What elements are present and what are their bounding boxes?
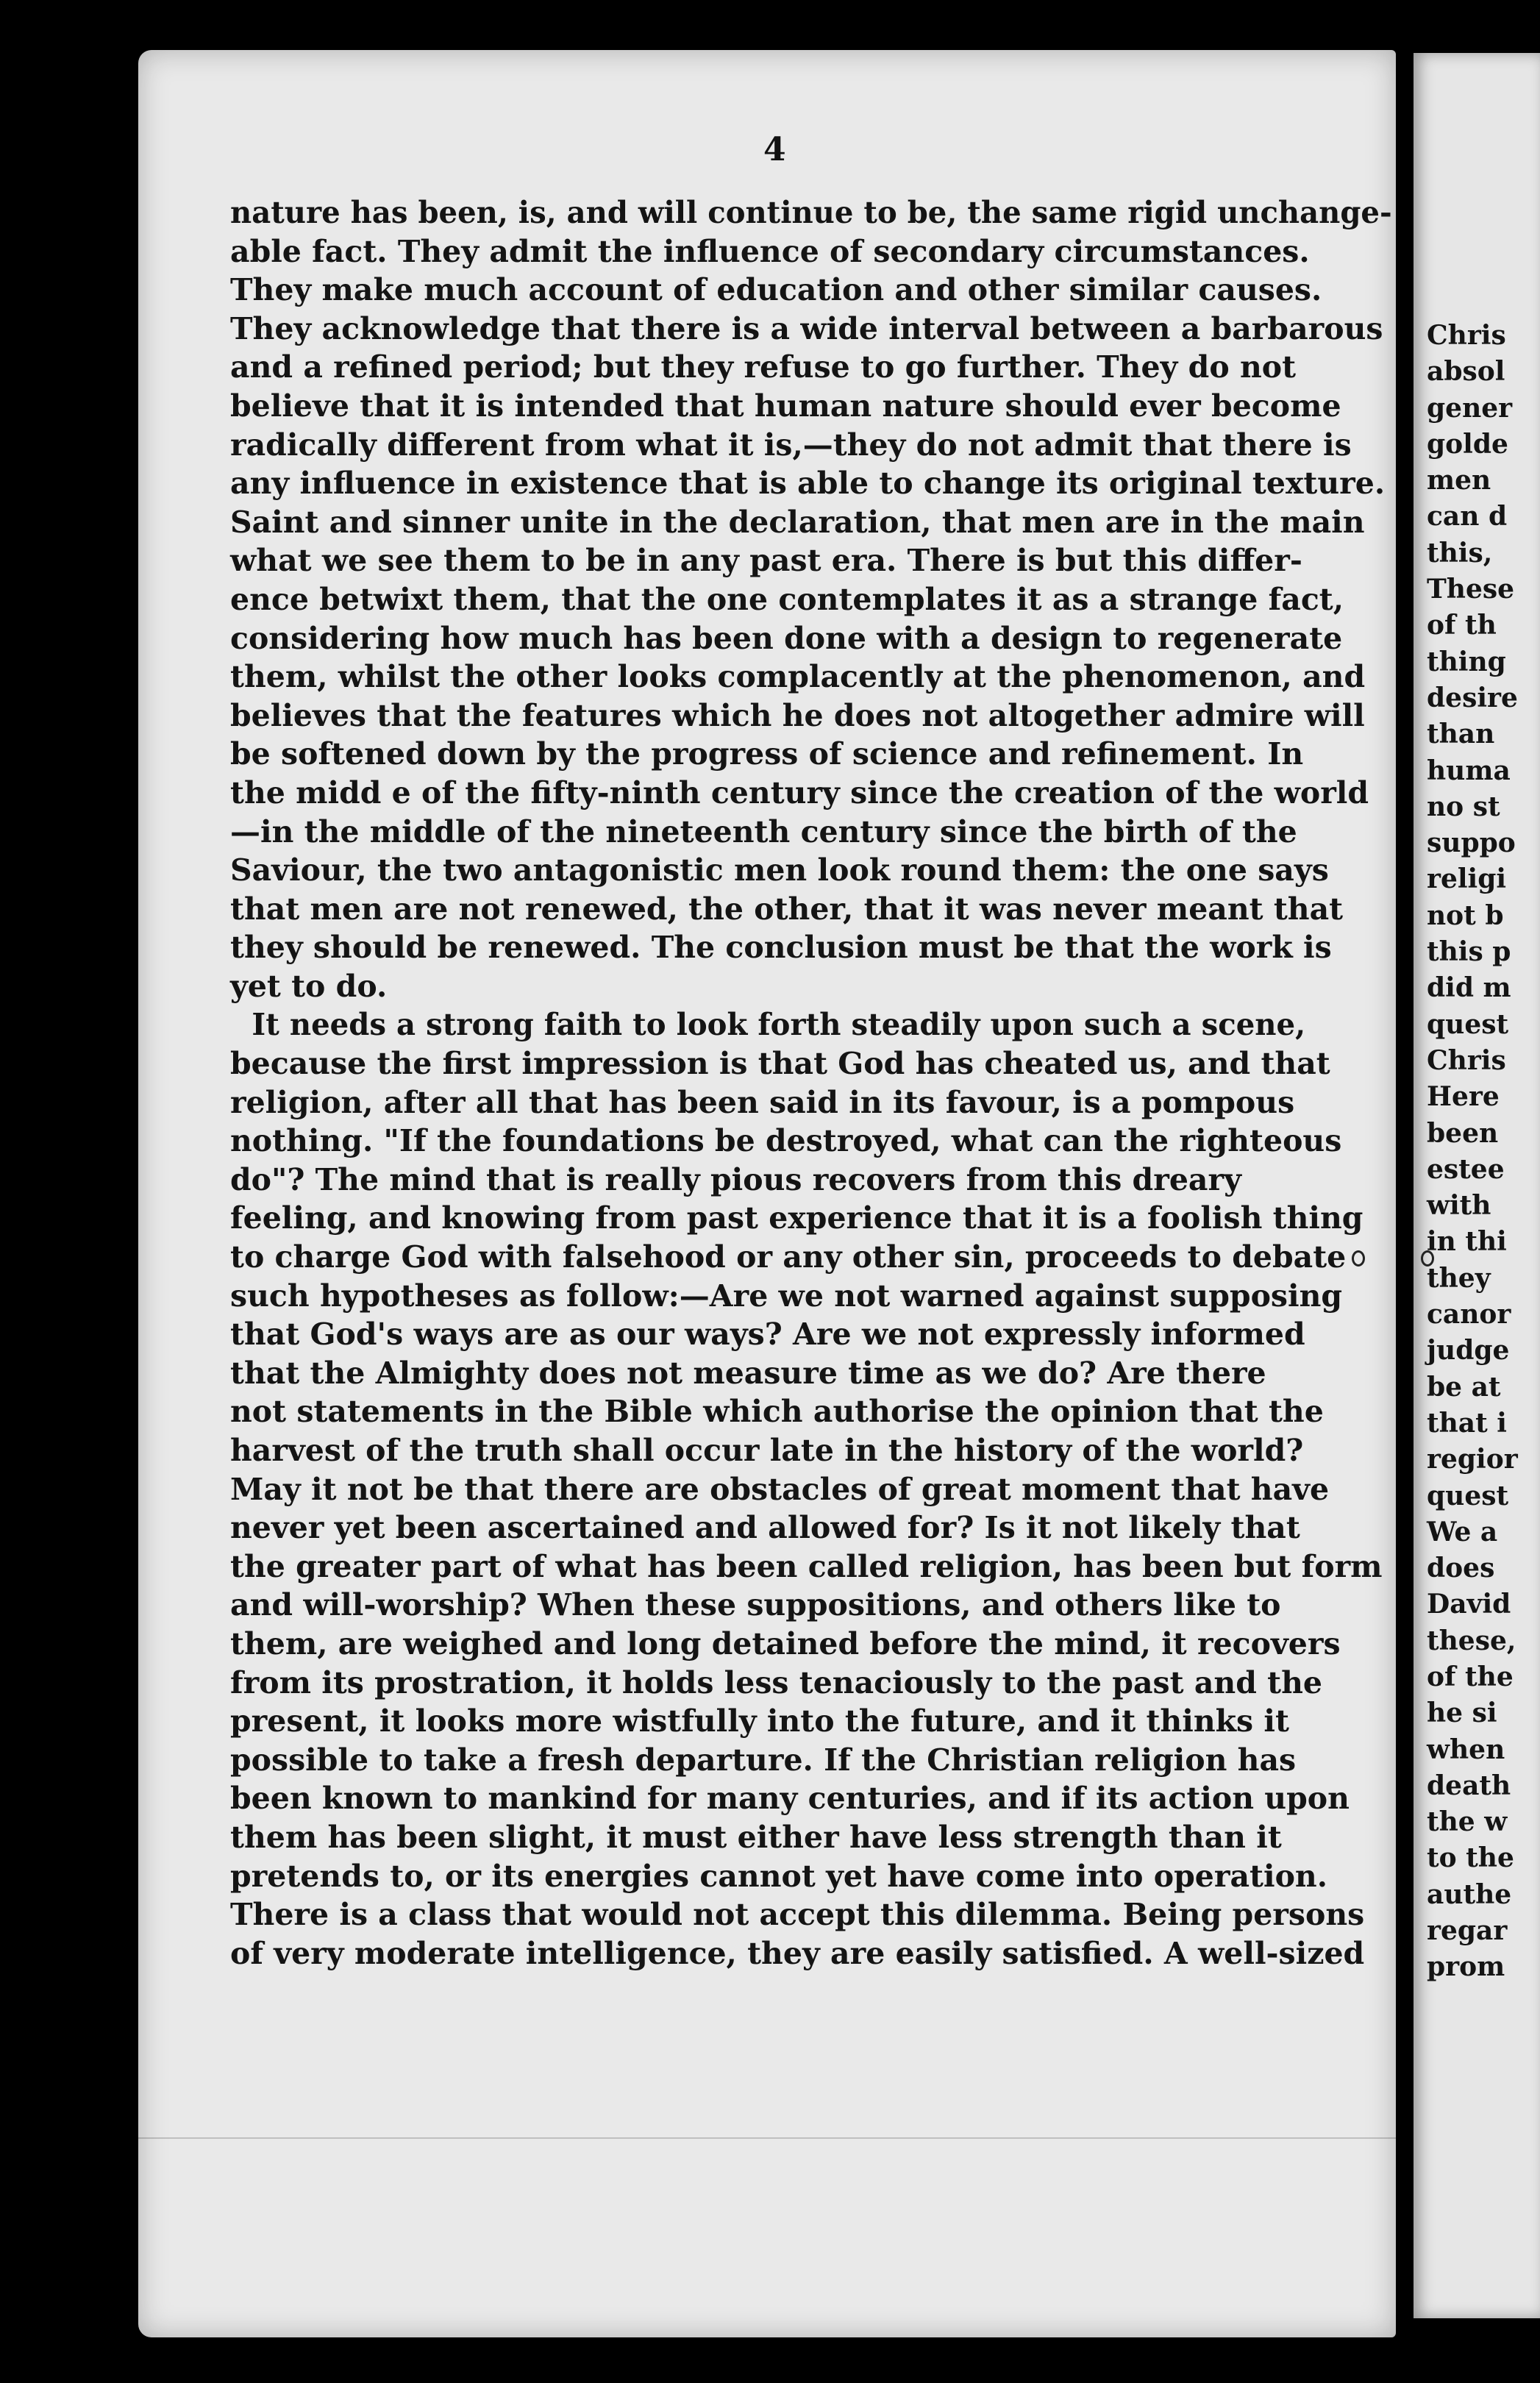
text-line: of very moderate intelligence, they are easily satisfied. A well-sized	[230, 1935, 1365, 1971]
text-line: not statements in the Bible which authorise the opinion that the	[230, 1394, 1324, 1430]
right-page-fragment: he si	[1427, 1698, 1497, 1729]
right-page-fragment: desire	[1427, 682, 1518, 713]
text-line: radically different from what it is,—they do not admit that there is	[230, 427, 1352, 463]
text-line: able fact. They admit the influence of secondary circumstances.	[230, 233, 1310, 269]
text-line: Saviour, the two antagonistic men look round them: the one says	[230, 852, 1329, 888]
text-line: what we see them to be in any past era. There is but this differ-	[230, 543, 1302, 579]
text-line: them, are weighed and long detained before the mind, it recovers	[230, 1625, 1341, 1661]
right-page-fragment: when	[1427, 1734, 1505, 1765]
text-line: that men are not renewed, the other, that it was never meant that	[230, 891, 1344, 927]
text-line: nature has been, is, and will continue to be, the same rigid unchange-	[230, 195, 1392, 230]
right-page-fragment: Chris	[1427, 320, 1506, 351]
text-line: There is a class that would not accept this dilemma. Being persons	[230, 1897, 1365, 1933]
text-line: them has been slight, it must either have less strength than it	[230, 1819, 1282, 1855]
text-line: nothing. "If the foundations be destroyed, what can the righteous	[230, 1123, 1342, 1159]
right-page-fragment: religi	[1427, 863, 1507, 895]
right-page-fragment: death	[1427, 1770, 1511, 1801]
text-line: Saint and sinner unite in the declaration, that men are in the main	[230, 504, 1365, 540]
right-page-fragment: canor	[1427, 1299, 1511, 1331]
text-line: and a refined period; but they refuse to go further. They do not	[230, 349, 1297, 385]
right-page-fragment: David	[1427, 1589, 1511, 1620]
right-page-fragment: regar	[1427, 1915, 1508, 1947]
right-page-fragment: Chris	[1427, 1044, 1506, 1076]
text-line: harvest of the truth shall occur late in the history of the world?	[230, 1433, 1304, 1468]
right-page-fragment: authe	[1427, 1878, 1512, 1910]
right-page-fragment: that i	[1427, 1407, 1507, 1439]
text-line: them, whilst the other looks complacently at the phenomenon, and	[230, 659, 1366, 695]
right-page-fragment: judge	[1427, 1335, 1510, 1367]
ink-speck	[1421, 1250, 1434, 1267]
right-page-fragment: quest	[1427, 1480, 1509, 1511]
text-line: possible to take a fresh departure. If the Christian religion has	[230, 1742, 1297, 1778]
right-page-fragment: regior	[1427, 1444, 1518, 1475]
right-page-fragment: than	[1427, 719, 1495, 750]
text-line: because the first impression is that God has cheated us, and that	[230, 1046, 1330, 1082]
text-line: be softened down by the progress of science and refinement. In	[230, 736, 1304, 772]
right-page-fragment: they	[1427, 1262, 1491, 1294]
right-page-fragment: prom	[1427, 1951, 1505, 1983]
right-page-fragment: the w	[1427, 1806, 1508, 1838]
right-page-fragment: golde	[1427, 428, 1508, 460]
right-page-fragment: These	[1427, 574, 1515, 605]
text-line: the midd e of the fifty-ninth century since the creation of the world	[230, 774, 1369, 811]
text-line: considering how much has been done with a design to regenerate	[230, 620, 1343, 656]
text-line: They acknowledge that there is a wide interval between a barbarous	[230, 310, 1383, 346]
text-line: such hypotheses as follow:—Are we not warned against supposing	[230, 1278, 1343, 1314]
right-page-fragment: does	[1427, 1553, 1495, 1584]
right-page-fragment: not b	[1427, 900, 1504, 931]
text-line: that God's ways are as our ways? Are we not expressly informed	[230, 1317, 1305, 1353]
text-line: pretends to, or its energies cannot yet have come into operation.	[230, 1858, 1327, 1894]
text-line: from its prostration, it holds less tenaciously to the past and the	[230, 1664, 1322, 1700]
text-line: religion, after all that has been said in its favour, is a pompous	[230, 1084, 1295, 1120]
text-line: ence betwixt them, that the one contemplates it as a strange fact,	[230, 581, 1344, 617]
right-page-fragment: thing	[1427, 646, 1506, 677]
right-page-fragment: of the	[1427, 1661, 1514, 1692]
text-line: May it not be that there are obstacles of great moment that have	[230, 1471, 1330, 1507]
text-line: feeling, and knowing from past experience that it is a foolish thing	[230, 1200, 1363, 1236]
right-page-fragment: this,	[1427, 537, 1493, 569]
text-line: the greater part of what has been called religion, has been but form	[230, 1548, 1383, 1584]
right-page-fragment: these,	[1427, 1625, 1516, 1656]
right-page-fragment: be at	[1427, 1371, 1501, 1403]
text-line: to charge God with falsehood or any other sin, proceeds to debate	[230, 1239, 1347, 1275]
text-line: believes that the features which he does not altogether admire will	[230, 697, 1365, 733]
text-line: any influence in existence that is able to change its original texture.	[230, 466, 1386, 502]
right-page-fragment: quest	[1427, 1008, 1509, 1040]
right-page-fragment: estee	[1427, 1153, 1505, 1185]
right-page-fragment: in thi	[1427, 1226, 1507, 1258]
text-line: —in the middle of the nineteenth century since the birth of the	[230, 813, 1297, 849]
text-line: been known to mankind for many centuries, and if its action upon	[230, 1781, 1350, 1817]
right-page-fragment: huma	[1427, 755, 1511, 786]
text-line: do"? The mind that is really pious recovers from this dreary	[230, 1161, 1241, 1197]
left-page	[138, 50, 1396, 2337]
right-page-fragment: did m	[1427, 972, 1511, 1004]
right-page-fragment: can d	[1427, 501, 1508, 532]
right-page-fragment: men	[1427, 465, 1491, 496]
text-line: present, it looks more wistfully into the future, and it thinks it	[230, 1703, 1289, 1739]
right-page	[1414, 53, 1540, 2318]
text-line: yet to do.	[230, 968, 388, 1004]
right-page-fragment: of th	[1427, 610, 1497, 641]
text-line: they should be renewed. The conclusion must be that the work is	[230, 930, 1332, 966]
text-line: and will-worship? When these suppositions, and others like to	[230, 1587, 1281, 1623]
right-page-fragment: gener	[1427, 392, 1513, 424]
page-number: 4	[763, 131, 786, 168]
right-page-fragments	[1427, 318, 1518, 1986]
right-page-fragment: been	[1427, 1117, 1499, 1149]
right-page-fragment: suppo	[1427, 827, 1516, 859]
text-line: It needs a strong faith to look forth steadily upon such a scene,	[252, 1007, 1306, 1043]
ink-speck	[1352, 1250, 1365, 1267]
body-text	[230, 193, 1392, 1973]
text-line: never yet been ascertained and allowed for? Is it not likely that	[230, 1510, 1300, 1546]
right-page-fragment: Here	[1427, 1081, 1500, 1113]
right-page-fragment: We a	[1427, 1516, 1498, 1547]
right-page-fragment: to the	[1427, 1842, 1514, 1874]
text-line: They make much account of education and other similar causes.	[230, 272, 1322, 308]
fold-line	[138, 2137, 1396, 2139]
right-page-fragment: with	[1427, 1190, 1491, 1222]
text-line: that the Almighty does not measure time as we do? Are there	[230, 1355, 1266, 1391]
text-line: believe that it is intended that human nature should ever become	[230, 388, 1341, 424]
right-page-fragment: this p	[1427, 936, 1511, 968]
right-page-fragment: no st	[1427, 791, 1500, 822]
right-page-fragment: absol	[1427, 356, 1505, 388]
